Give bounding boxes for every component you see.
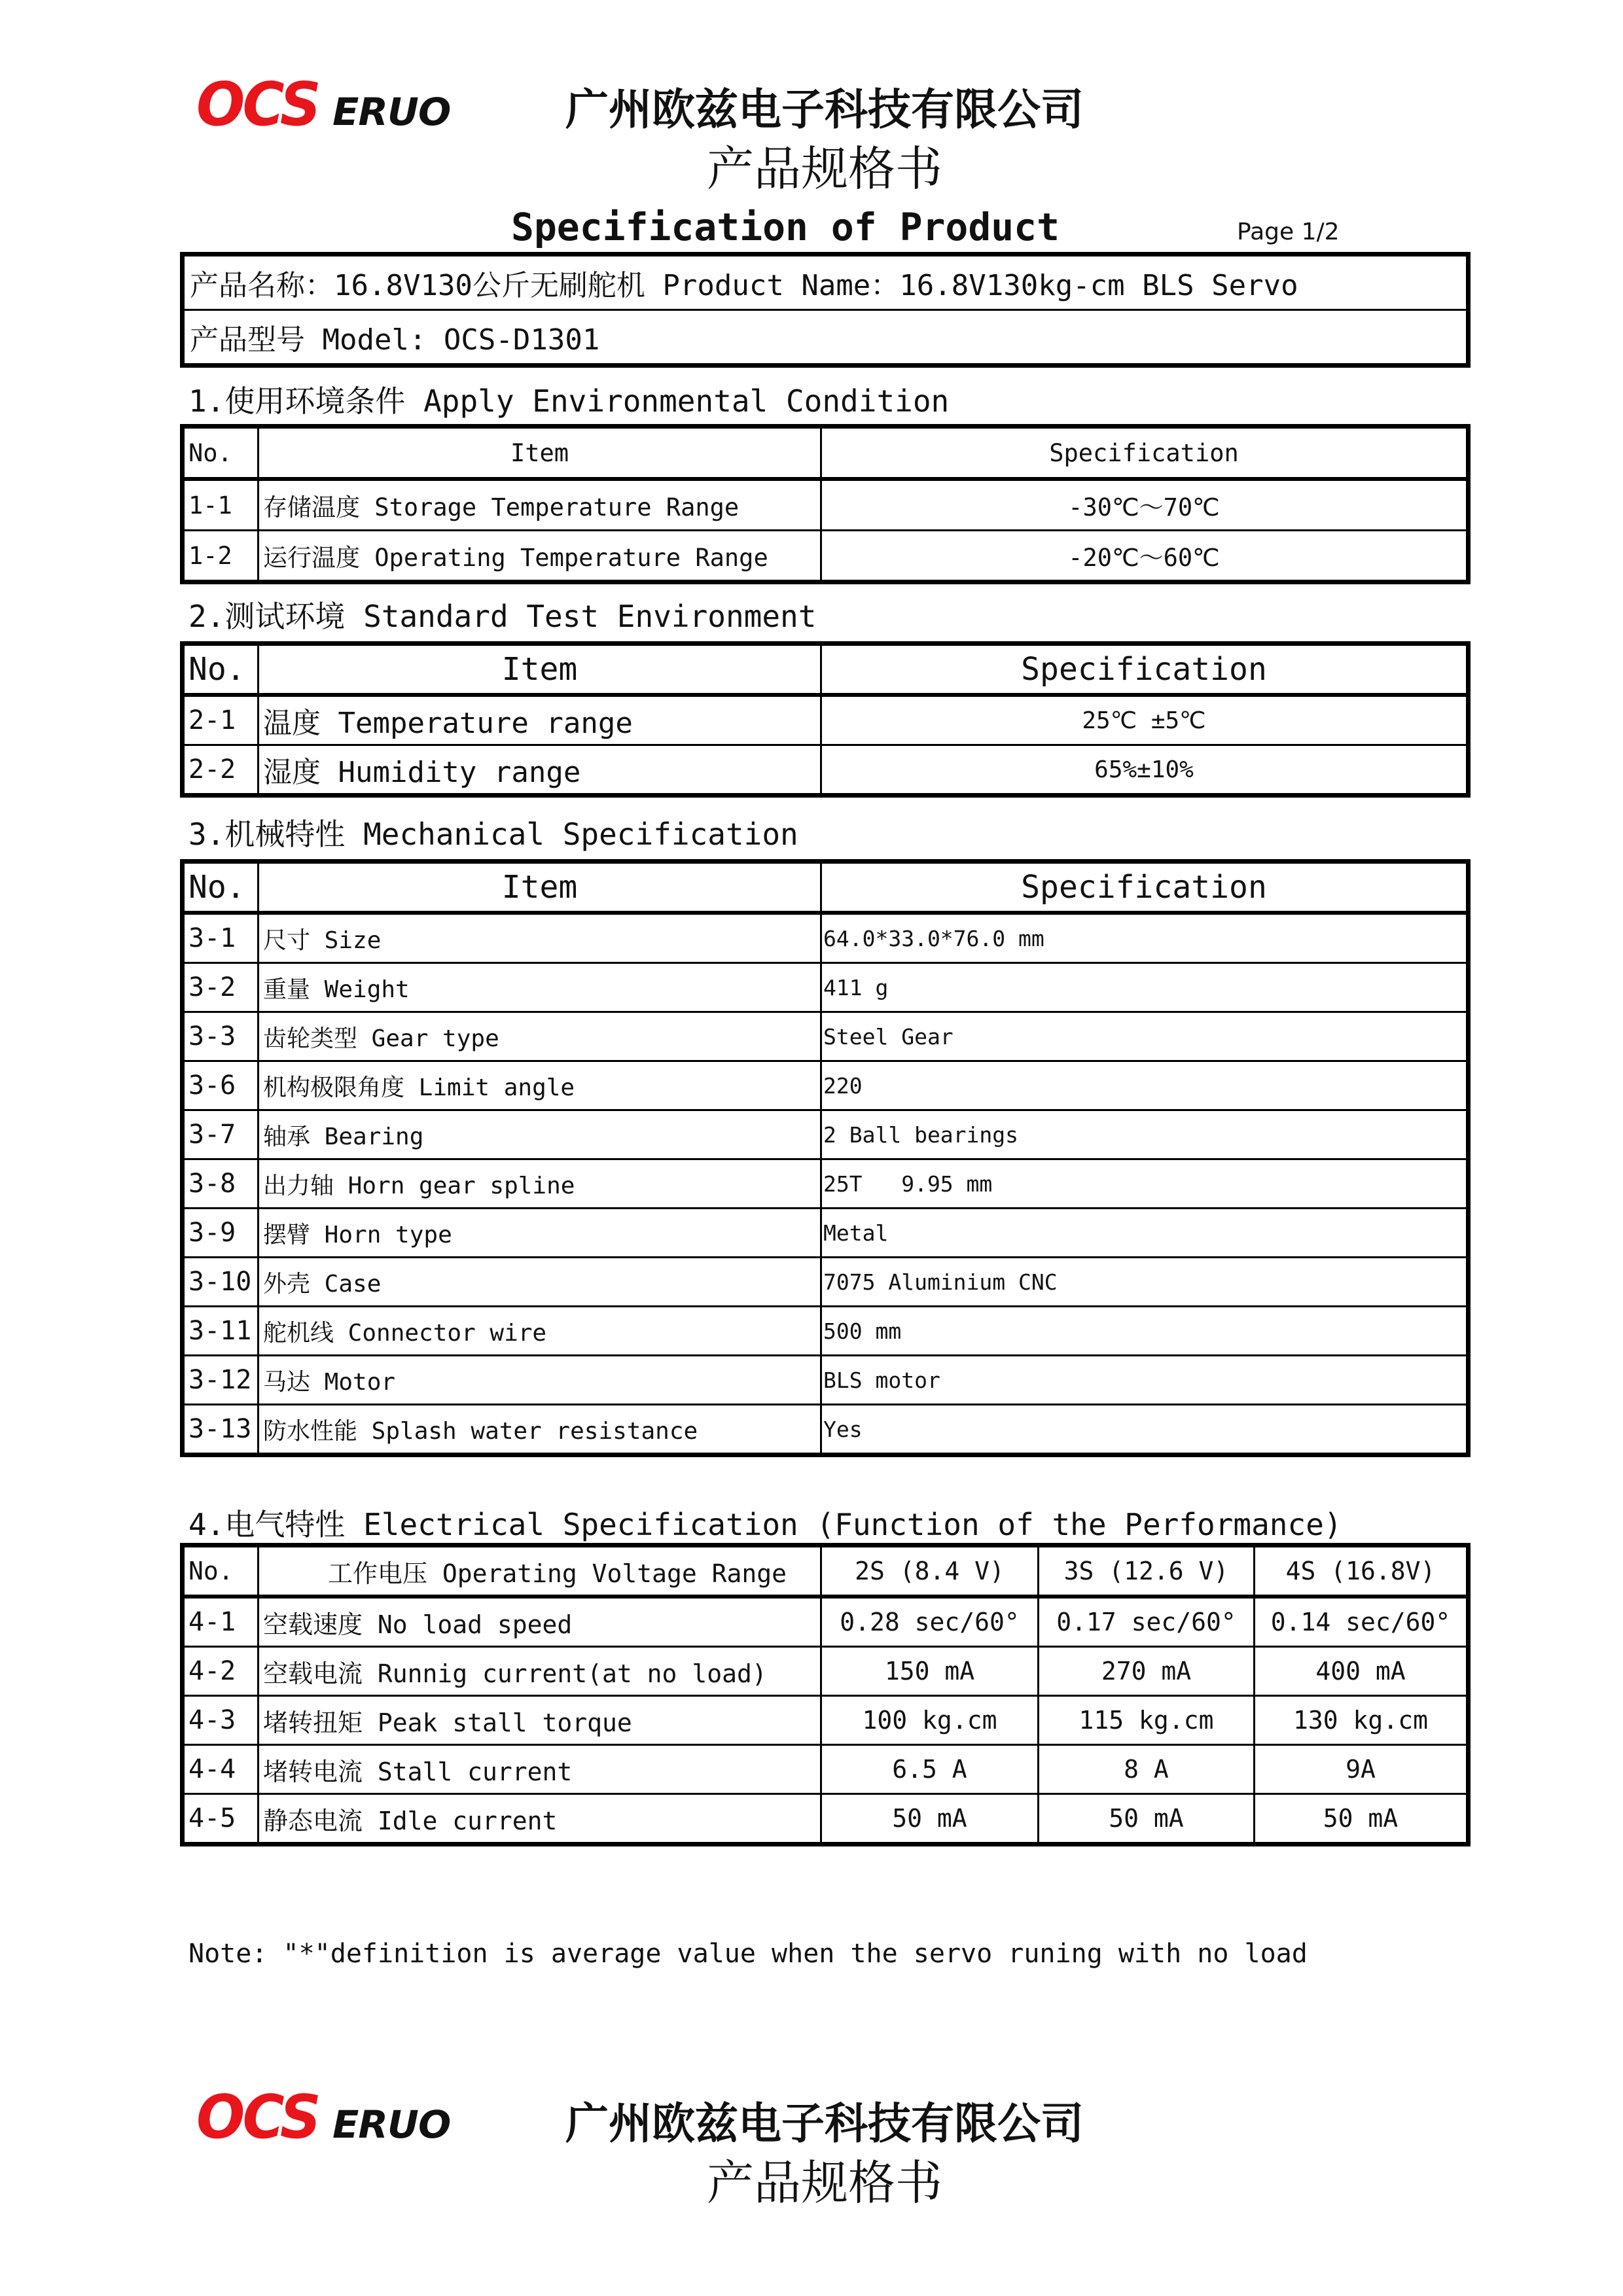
logo-eruo-text: ERUO bbox=[332, 90, 451, 134]
row-spec: 500 mm bbox=[821, 1307, 1469, 1356]
row-no: 3-2 bbox=[183, 963, 259, 1012]
document-title-cn: 产品规格书 bbox=[706, 141, 942, 196]
table-row bbox=[183, 1012, 1469, 1061]
row-spec: Yes bbox=[821, 1405, 1469, 1455]
row-item: 马达 Motor bbox=[259, 1356, 821, 1405]
col-2s: 2S (8.4 V) bbox=[821, 1545, 1039, 1597]
logo-eruo-text: ERUO bbox=[332, 2102, 451, 2147]
footer-document-title: 产品规格书 bbox=[706, 2155, 942, 2210]
table-header-row bbox=[183, 427, 1469, 480]
col-no: No. bbox=[183, 644, 259, 696]
row-spec: 220 bbox=[821, 1061, 1469, 1110]
row-spec: 25℃ ±5℃ bbox=[821, 695, 1469, 745]
row-no: 4-1 bbox=[183, 1597, 259, 1647]
table-row bbox=[183, 695, 1469, 745]
row-spec: Steel Gear bbox=[821, 1012, 1469, 1061]
row-4s: 130 kg.cm bbox=[1255, 1696, 1469, 1745]
row-item: 运行温度 Operating Temperature Range bbox=[259, 531, 821, 582]
environment-table bbox=[180, 424, 1471, 584]
table-header-row bbox=[183, 1545, 1469, 1597]
row-item: 轴承 Bearing bbox=[259, 1110, 821, 1159]
row-item: 温度 Temperature range bbox=[259, 695, 821, 745]
row-item: 摆臂 Horn type bbox=[259, 1209, 821, 1258]
row-spec: 7075 Aluminium CNC bbox=[821, 1258, 1469, 1307]
row-3s: 115 kg.cm bbox=[1039, 1696, 1255, 1745]
footnote: Note: "*"definition is average value when the servo runing with no load bbox=[188, 1939, 1308, 1969]
row-no: 4-4 bbox=[183, 1745, 259, 1794]
row-item: 出力轴 Horn gear spline bbox=[259, 1159, 821, 1209]
row-no: 3-6 bbox=[183, 1061, 259, 1110]
product-model: 产品型号 Model: OCS-D1301 bbox=[183, 310, 1469, 366]
col-3s: 3S (12.6 V) bbox=[1039, 1545, 1255, 1597]
row-no: 3-9 bbox=[183, 1209, 259, 1258]
product-info-table bbox=[180, 252, 1471, 368]
row-item: 空载速度 No load speed bbox=[259, 1597, 821, 1647]
table-row bbox=[183, 1061, 1469, 1110]
section1-heading: 1.使用环境条件 Apply Environmental Condition bbox=[188, 383, 950, 419]
footer-company-name: 广州欧兹电子科技有限公司 bbox=[565, 2098, 1084, 2149]
row-item: 堵转扭矩 Peak stall torque bbox=[259, 1696, 821, 1745]
row-item: 空载电流 Runnig current(at no load) bbox=[259, 1647, 821, 1696]
table-row bbox=[183, 1647, 1469, 1696]
col-item: Item bbox=[259, 427, 821, 480]
row-item: 重量 Weight bbox=[259, 963, 821, 1012]
row-3s: 270 mA bbox=[1039, 1647, 1255, 1696]
table-row bbox=[183, 1209, 1469, 1258]
product-name: 产品名称：16.8V130公斤无刷舵机 Product Name：16.8V130kg-cm BLS Servo bbox=[183, 255, 1469, 310]
table-row bbox=[183, 531, 1469, 582]
row-spec: Metal bbox=[821, 1209, 1469, 1258]
row-no: 2-1 bbox=[183, 695, 259, 745]
table-row bbox=[183, 963, 1469, 1012]
col-no: No. bbox=[183, 862, 259, 913]
row-no: 4-3 bbox=[183, 1696, 259, 1745]
col-item: Item bbox=[259, 862, 821, 913]
table-row bbox=[183, 1696, 1469, 1745]
row-spec: -30℃～70℃ bbox=[821, 479, 1469, 531]
table-row bbox=[183, 1258, 1469, 1307]
table-header-row bbox=[183, 644, 1469, 696]
row-2s: 6.5 A bbox=[821, 1745, 1039, 1794]
table-row bbox=[183, 1745, 1469, 1794]
row-2s: 0.28 sec/60° bbox=[821, 1597, 1039, 1647]
col-specification: Specification bbox=[821, 427, 1469, 480]
row-item: 存储温度 Storage Temperature Range bbox=[259, 479, 821, 531]
row-spec: 64.0*33.0*76.0 mm bbox=[821, 913, 1469, 963]
row-no: 3-7 bbox=[183, 1110, 259, 1159]
row-spec: -20℃～60℃ bbox=[821, 531, 1469, 582]
row-4s: 400 mA bbox=[1255, 1647, 1469, 1696]
row-item: 堵转电流 Stall current bbox=[259, 1745, 821, 1794]
row-no: 3-11 bbox=[183, 1307, 259, 1356]
row-item: 静态电流 Idle current bbox=[259, 1794, 821, 1845]
row-3s: 8 A bbox=[1039, 1745, 1255, 1794]
row-4s: 0.14 sec/60° bbox=[1255, 1597, 1469, 1647]
company-name: 广州欧兹电子科技有限公司 bbox=[565, 84, 1084, 135]
logo-ocs-text: OCS bbox=[196, 2082, 319, 2152]
table-header-row bbox=[183, 862, 1469, 913]
table-row bbox=[183, 1405, 1469, 1455]
row-no: 3-12 bbox=[183, 1356, 259, 1405]
logo-ocs-text: OCS bbox=[196, 69, 319, 139]
col-no: No. bbox=[183, 427, 259, 480]
col-no: No. bbox=[183, 1545, 259, 1597]
row-no: 3-8 bbox=[183, 1159, 259, 1209]
table-row bbox=[183, 913, 1469, 963]
row-4s: 9A bbox=[1255, 1745, 1469, 1794]
row-spec: 65%±10% bbox=[821, 745, 1469, 796]
row-no: 1-2 bbox=[183, 531, 259, 582]
product-name-row bbox=[183, 255, 1469, 310]
document-title-en: Specification of Product bbox=[510, 205, 1060, 249]
table-row bbox=[183, 479, 1469, 531]
col-item: Item bbox=[259, 644, 821, 696]
row-no: 3-13 bbox=[183, 1405, 259, 1455]
electrical-table bbox=[180, 1543, 1471, 1846]
row-4s: 50 mA bbox=[1255, 1794, 1469, 1845]
row-item: 防水性能 Splash water resistance bbox=[259, 1405, 821, 1455]
row-item: 舵机线 Connector wire bbox=[259, 1307, 821, 1356]
row-spec: 2 Ball bearings bbox=[821, 1110, 1469, 1159]
row-no: 3-10 bbox=[183, 1258, 259, 1307]
section2-heading: 2.测试环境 Standard Test Environment bbox=[188, 599, 817, 634]
col-4s: 4S (16.8V) bbox=[1255, 1545, 1469, 1597]
row-2s: 100 kg.cm bbox=[821, 1696, 1039, 1745]
row-no: 3-3 bbox=[183, 1012, 259, 1061]
footer-company-logo bbox=[196, 2082, 458, 2152]
table-row bbox=[183, 1307, 1469, 1356]
col-specification: Specification bbox=[821, 862, 1469, 913]
row-spec: 25T 9.95 mm bbox=[821, 1159, 1469, 1209]
row-item: 外壳 Case bbox=[259, 1258, 821, 1307]
section3-heading: 3.机械特性 Mechanical Specification bbox=[188, 817, 798, 852]
company-logo bbox=[196, 69, 458, 139]
table-row bbox=[183, 745, 1469, 796]
row-no: 4-2 bbox=[183, 1647, 259, 1696]
table-row bbox=[183, 1356, 1469, 1405]
mechanical-table bbox=[180, 859, 1471, 1457]
table-row bbox=[183, 1794, 1469, 1845]
row-3s: 0.17 sec/60° bbox=[1039, 1597, 1255, 1647]
row-no: 4-5 bbox=[183, 1794, 259, 1845]
table-row bbox=[183, 1159, 1469, 1209]
row-spec: 411 g bbox=[821, 963, 1469, 1012]
row-item: 湿度 Humidity range bbox=[259, 745, 821, 796]
row-item: 尺寸 Size bbox=[259, 913, 821, 963]
table-row bbox=[183, 1110, 1469, 1159]
col-specification: Specification bbox=[821, 644, 1469, 696]
row-2s: 150 mA bbox=[821, 1647, 1039, 1696]
row-no: 2-2 bbox=[183, 745, 259, 796]
row-no: 1-1 bbox=[183, 479, 259, 531]
col-voltage-range: 工作电压 Operating Voltage Range bbox=[259, 1545, 821, 1597]
row-2s: 50 mA bbox=[821, 1794, 1039, 1845]
table-row bbox=[183, 1597, 1469, 1647]
row-3s: 50 mA bbox=[1039, 1794, 1255, 1845]
row-item: 齿轮类型 Gear type bbox=[259, 1012, 821, 1061]
page-number: Page 1/2 bbox=[1237, 219, 1340, 245]
section4-heading: 4.电气特性 Electrical Specification (Function of the Performance) bbox=[188, 1507, 1342, 1542]
row-item: 机构极限角度 Limit angle bbox=[259, 1061, 821, 1110]
test-environment-table bbox=[180, 641, 1471, 798]
row-spec: BLS motor bbox=[821, 1356, 1469, 1405]
row-no: 3-1 bbox=[183, 913, 259, 963]
product-model-row bbox=[183, 310, 1469, 366]
